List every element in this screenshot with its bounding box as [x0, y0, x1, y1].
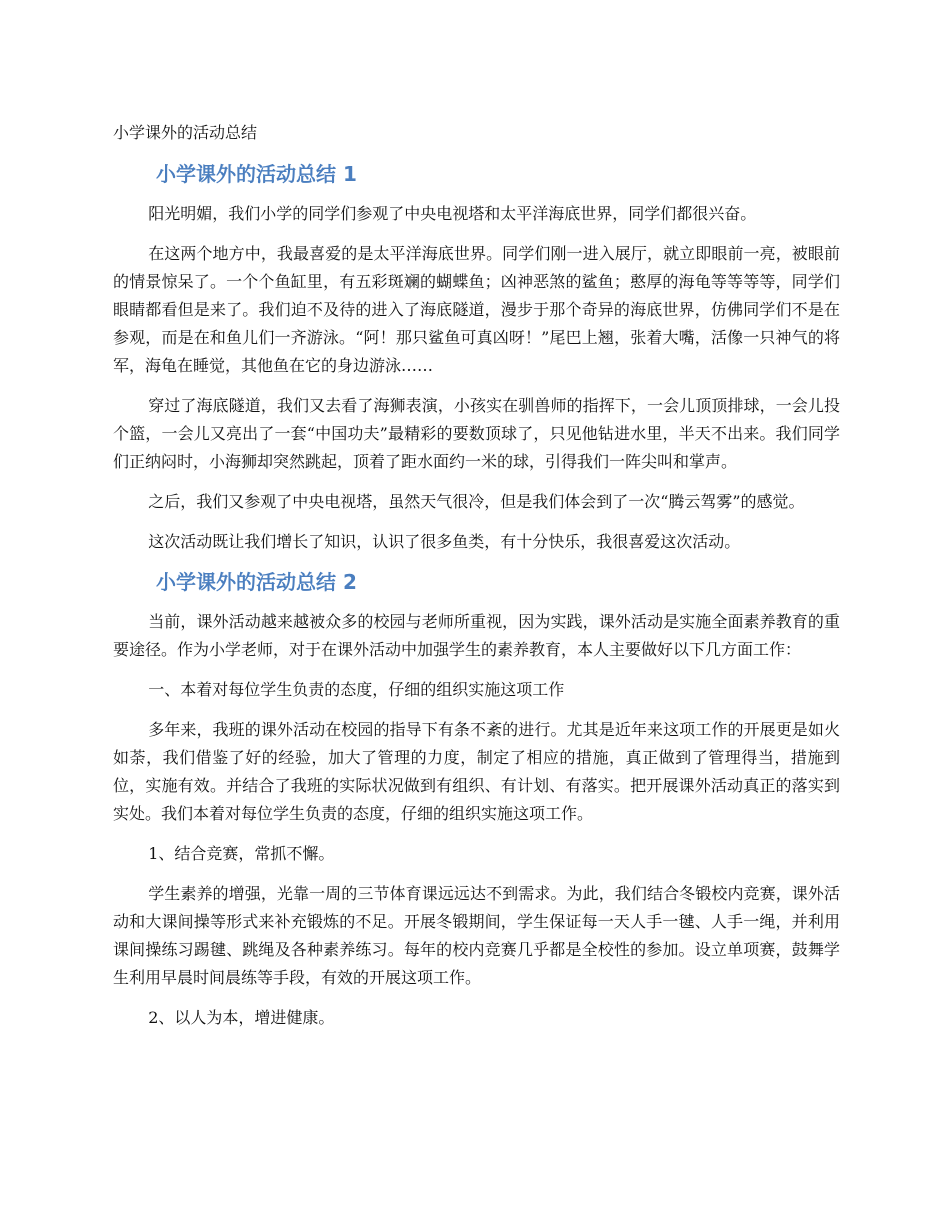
paragraph: 阳光明媚，我们小学的同学们参观了中央电视塔和太平洋海底世界，同学们都很兴奋。: [148, 204, 757, 223]
paragraph: 多年来，我班的课外活动在校园的指导下有条不紊的进行。尤其是近年来这项工作的开展更是如火如荼，我们借鉴了好的经验，加大了管理的力度，制定了相应的措施，真正做到了管理得当，措施到位，实施有效。并结合了我班的实际状况做到有组织、有计划、有落实。把开展课外活动真正的落实到实处。我们本着对每位学生负责的态度，仔细的组织实施这项工作。: [113, 720, 840, 823]
paragraph: 在这两个地方中，我最喜爱的是太平洋海底世界。同学们刚一进入展厅，就立即眼前一亮，被眼前的情景惊呆了。一个个鱼缸里，有五彩斑斓的蝴蝶鱼；凶神恶煞的鲨鱼；憨厚的海龟等等等等，同学们眼睛都看但是来了。我们迫不及待的进入了海底隧道，漫步于那个奇异的海底世界，仿佛同学们不是在参观，而是在和鱼儿们一齐游泳。“阿！那只鲨鱼可真凶呀！”尾巴上翘，张着大嘴，活像一只神气的将军，海龟在睡觉，其他鱼在它的身边游泳……: [113, 244, 840, 375]
paragraph: 这次活动既让我们增长了知识，认识了很多鱼类，有十分快乐，我很喜爱这次活动。: [148, 532, 741, 551]
paragraph: 当前，课外活动越来越被众多的校园与老师所重视，因为实践，课外活动是实施全面素养教育的重要途径。作为小学老师，对于在课外活动中加强学生的素养教育，本人主要做好以下几方面工作：: [113, 612, 840, 659]
section-2-heading: 小学课外的活动总结 2: [156, 570, 357, 594]
subheading: 2、以人为本，增进健康。: [148, 1008, 335, 1027]
paragraph: 穿过了海底隧道，我们又去看了海狮表演，小孩实在驯兽师的指挥下，一会儿顶顶排球，一会儿投个篮，一会儿又亮出了一套“中国功夫”最精彩的要数顶球了，只见他钻进水里，半天不出来。我们同学们正纳闷时，小海狮却突然跳起，顶着了距水面约一米的球，引得我们一阵尖叫和掌声。: [113, 396, 840, 471]
document-title: 小学课外的活动总结: [113, 123, 258, 142]
subheading: 一、本着对每位学生负责的态度，仔细的组织实施这项工作: [148, 680, 565, 699]
document-page: [113, 120, 840, 1044]
paragraph: 学生素养的增强，光靠一周的三节体育课远远达不到需求。为此，我们结合冬锻校内竞赛，课外活动和大课间操等形式来补充锻炼的不足。开展冬锻期间，学生保证每一天人手一毽、人手一绳，并利用课间操练习踢毽、跳绳及各种素养练习。每年的校内竞赛几乎都是全校性的参加。设立单项赛，鼓舞学生利用早晨时间晨练等手段，有效的开展这项工作。: [113, 884, 840, 987]
paragraph: 之后，我们又参观了中央电视塔，虽然天气很冷，但是我们体会到了一次“腾云驾雾”的感觉。: [148, 492, 805, 511]
section-1-heading: 小学课外的活动总结 1: [156, 162, 357, 186]
subheading: 1、结合竞赛，常抓不懈。: [148, 844, 335, 863]
